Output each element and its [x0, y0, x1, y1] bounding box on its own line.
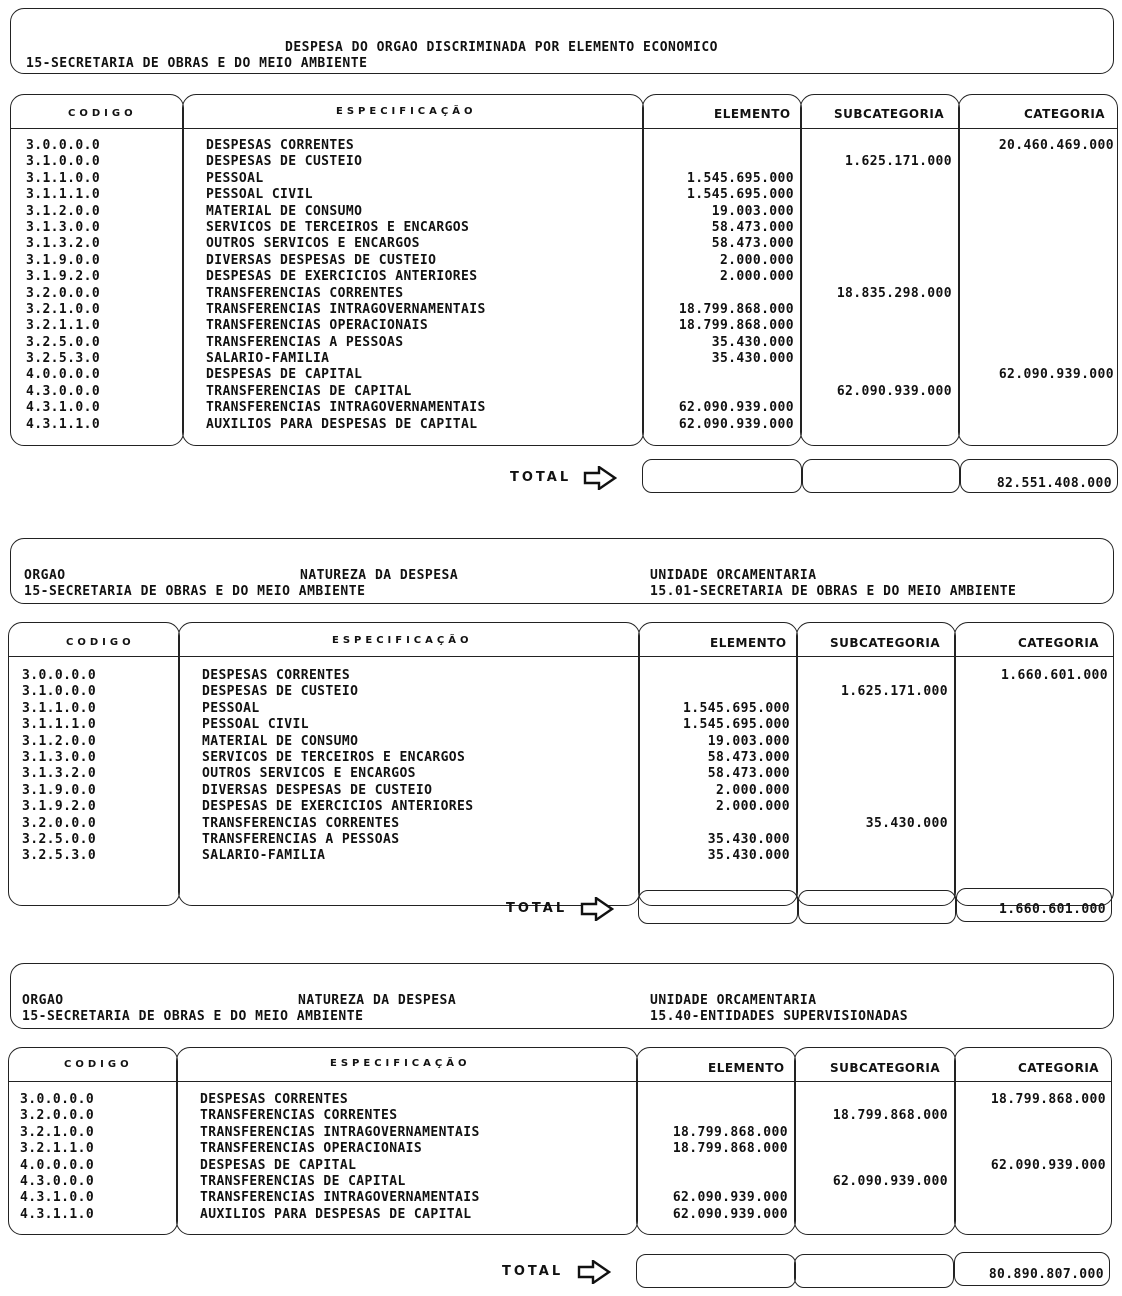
categoria-list: [958, 668, 1108, 865]
categoria-list: [962, 138, 1114, 433]
row-subcategoria-cell: [800, 750, 948, 766]
header-divider: [9, 1081, 1111, 1082]
total-elemento-box: [638, 890, 798, 924]
row-elemento-cell: 58.473.000: [707, 749, 790, 765]
row-categoria-cell: [962, 220, 1114, 236]
row-elemento-cell: 1.545.695.000: [687, 187, 794, 203]
row-code-cell: 4.3.0.0.0: [26, 383, 101, 399]
col-header-especificacao: ESPECIFICAÇÃO: [330, 1058, 471, 1069]
col-header-codigo: CODIGO: [68, 108, 137, 119]
section-unidade-15-01: [0, 530, 1122, 950]
row-code-cell: 3.0.0.0.0: [22, 668, 97, 683]
row-categoria-cell: 62.090.939.000: [990, 1157, 1106, 1173]
row-elemento-cell: 35.430.000: [711, 334, 794, 350]
row-categoria-cell: [962, 187, 1114, 203]
row-code-cell: 4.3.1.0.0: [20, 1190, 95, 1206]
row-subcategoria-cell: [798, 1092, 948, 1108]
row-categoria-cell: [958, 848, 1108, 864]
row-elemento-cell: [646, 154, 794, 170]
row-categoria-cell: [958, 816, 1108, 832]
row-elemento-cell: [646, 367, 794, 383]
total-subcategoria-box: [794, 1254, 954, 1288]
row-categoria-cell: [962, 204, 1114, 220]
unidade-value: 15.01-SECRETARIA DE OBRAS E DO MEIO AMBIENTE: [650, 584, 1017, 599]
row-elemento-cell: [646, 286, 794, 302]
row-elemento-cell: 18.799.868.000: [672, 1124, 788, 1140]
row-desc-cell: TRANSFERENCIAS INTRAGOVERNAMENTAIS: [200, 1190, 480, 1206]
row-code-cell: 3.1.9.2.0: [22, 799, 97, 815]
row-desc-cell: SALARIO-FAMILIA: [202, 848, 326, 864]
orgao-name: 15-SECRETARIA DE OBRAS E DO MEIO AMBIENTE: [26, 56, 368, 71]
row-subcategoria-cell: [804, 236, 952, 252]
row-subcategoria-cell: [804, 335, 952, 351]
row-desc-cell: DESPESAS DE EXERCICIOS ANTERIORES: [202, 799, 474, 815]
row-elemento-cell: [640, 1158, 788, 1174]
orgao-label: ORGAO: [22, 993, 64, 1008]
row-categoria-cell: [962, 154, 1114, 170]
row-elemento-cell: 19.003.000: [707, 733, 790, 749]
natureza-label: NATUREZA DA DESPESA: [298, 993, 457, 1008]
row-desc-cell: DESPESAS CORRENTES: [200, 1092, 349, 1107]
row-desc-cell: SERVICOS DE TERCEIROS E ENCARGOS: [202, 749, 466, 765]
row-elemento-cell: 58.473.000: [711, 236, 794, 252]
header-divider: [11, 128, 1117, 129]
row-code-cell: 3.2.1.1.0: [26, 318, 101, 334]
arrow-right-icon: [583, 466, 617, 490]
row-code-cell: 3.1.9.2.0: [26, 269, 101, 285]
row-desc-cell: TRANSFERENCIAS INTRAGOVERNAMENTAIS: [206, 400, 486, 416]
row-elemento-cell: 2.000.000: [715, 799, 790, 815]
row-code-cell: 3.0.0.0.0: [20, 1092, 95, 1107]
row-subcategoria-cell: [800, 734, 948, 750]
row-subcategoria-cell: 1.625.171.000: [841, 684, 948, 700]
row-code-cell: 3.0.0.0.0: [26, 138, 101, 153]
row-desc-cell: DESPESAS DE CUSTEIO: [202, 684, 359, 700]
row-desc-cell: TRANSFERENCIAS OPERACIONAIS: [206, 318, 429, 334]
row-code-cell: 3.1.2.0.0: [22, 733, 97, 749]
row-categoria-cell: [962, 171, 1114, 187]
row-subcategoria-cell: [804, 351, 952, 367]
codigo-list: [20, 1092, 170, 1223]
row-code-cell: 3.1.0.0.0: [22, 684, 97, 700]
row-desc-cell: SALARIO-FAMILIA: [206, 351, 330, 367]
arrow-right-icon: [577, 1260, 611, 1284]
row-subcategoria-cell: [804, 318, 952, 334]
total-elemento-box: [636, 1254, 796, 1288]
row-code-cell: 3.2.5.3.0: [22, 848, 97, 864]
row-subcategoria-cell: 18.799.868.000: [832, 1108, 948, 1124]
row-subcategoria-cell: [804, 138, 952, 154]
row-subcategoria-cell: [798, 1190, 948, 1206]
orgao-value: 15-SECRETARIA DE OBRAS E DO MEIO AMBIENTE: [22, 1009, 364, 1024]
row-desc-cell: OUTROS SERVICOS E ENCARGOS: [202, 766, 416, 782]
row-elemento-cell: [642, 684, 790, 700]
row-code-cell: 3.2.5.3.0: [26, 351, 101, 367]
row-categoria-cell: 20.460.469.000: [998, 138, 1114, 153]
row-desc-cell: MATERIAL DE CONSUMO: [202, 733, 359, 749]
row-code-cell: 4.3.0.0.0: [20, 1173, 95, 1189]
row-subcategoria-cell: [804, 269, 952, 285]
col-header-subcategoria: SUBCATEGORIA: [830, 636, 941, 650]
row-desc-cell: AUXILIOS PARA DESPESAS DE CAPITAL: [200, 1206, 472, 1222]
row-elemento-cell: [640, 1108, 788, 1124]
row-desc-cell: TRANSFERENCIAS CORRENTES: [200, 1108, 398, 1124]
total-subcategoria-box: [798, 890, 956, 924]
orgao-label: ORGAO: [24, 568, 66, 583]
row-categoria-cell: [962, 236, 1114, 252]
row-subcategoria-cell: [800, 701, 948, 717]
row-desc-cell: TRANSFERENCIAS CORRENTES: [206, 285, 404, 301]
row-categoria-cell: [962, 384, 1114, 400]
col-header-especificacao: ESPECIFICAÇÃO: [332, 635, 473, 646]
row-desc-cell: PESSOAL CIVIL: [206, 187, 313, 203]
row-desc-cell: DESPESAS DE EXERCICIOS ANTERIORES: [206, 269, 478, 285]
row-desc-cell: DESPESAS CORRENTES: [202, 668, 351, 683]
row-subcategoria-cell: [798, 1125, 948, 1141]
row-subcategoria-cell: [804, 367, 952, 383]
row-categoria-cell: [958, 734, 1108, 750]
row-categoria-cell: [958, 1141, 1106, 1157]
row-categoria-cell: [958, 766, 1108, 782]
row-categoria-cell: 18.799.868.000: [990, 1092, 1106, 1107]
report-title: DESPESA DO ORGAO DISCRIMINADA POR ELEMENTO ECONOMICO: [285, 40, 718, 55]
total-subcategoria-box: [802, 459, 960, 493]
row-subcategoria-cell: [804, 253, 952, 269]
row-desc-cell: TRANSFERENCIAS DE CAPITAL: [206, 383, 412, 399]
row-code-cell: 3.1.3.0.0: [22, 749, 97, 765]
elemento-list: [646, 138, 794, 433]
row-elemento-cell: [646, 384, 794, 400]
row-categoria-cell: [958, 1207, 1106, 1223]
row-code-cell: 4.3.1.1.0: [26, 416, 101, 432]
total-elemento-box: [642, 459, 802, 493]
row-categoria-cell: [958, 1108, 1106, 1124]
row-subcategoria-cell: [804, 187, 952, 203]
row-elemento-cell: 62.090.939.000: [678, 400, 794, 416]
row-elemento-cell: 18.799.868.000: [678, 318, 794, 334]
row-desc-cell: TRANSFERENCIAS INTRAGOVERNAMENTAIS: [206, 301, 486, 317]
row-subcategoria-cell: 1.625.171.000: [845, 154, 952, 170]
row-elemento-cell: 58.473.000: [707, 766, 790, 782]
col-header-elemento: ELEMENTO: [708, 1061, 785, 1075]
row-elemento-cell: 62.090.939.000: [672, 1206, 788, 1222]
row-categoria-cell: [958, 832, 1108, 848]
row-code-cell: 4.0.0.0.0: [20, 1157, 95, 1173]
row-categoria-cell: [962, 302, 1114, 318]
row-categoria-cell: [958, 701, 1108, 717]
row-desc-cell: TRANSFERENCIAS INTRAGOVERNAMENTAIS: [200, 1124, 480, 1140]
row-code-cell: 3.2.0.0.0: [26, 285, 101, 301]
orgao-value: 15-SECRETARIA DE OBRAS E DO MEIO AMBIENTE: [24, 584, 366, 599]
row-categoria-cell: [958, 799, 1108, 815]
row-code-cell: 3.1.9.0.0: [22, 782, 97, 798]
col-header-elemento: ELEMENTO: [714, 107, 791, 121]
row-subcategoria-cell: [804, 220, 952, 236]
row-categoria-cell: [958, 1190, 1106, 1206]
row-elemento-cell: 19.003.000: [711, 203, 794, 219]
row-code-cell: 3.1.0.0.0: [26, 154, 101, 170]
row-categoria-cell: [958, 783, 1108, 799]
row-categoria-cell: [958, 1125, 1106, 1141]
row-elemento-cell: 35.430.000: [711, 351, 794, 367]
row-desc-cell: DIVERSAS DESPESAS DE CUSTEIO: [202, 782, 433, 798]
row-desc-cell: DESPESAS DE CAPITAL: [200, 1157, 357, 1173]
row-code-cell: 3.2.1.0.0: [20, 1124, 95, 1140]
row-desc-cell: PESSOAL CIVIL: [202, 717, 309, 733]
row-desc-cell: PESSOAL: [202, 700, 260, 716]
row-elemento-cell: 35.430.000: [707, 848, 790, 864]
col-header-codigo: CODIGO: [66, 637, 135, 648]
col-header-categoria: CATEGORIA: [1024, 107, 1106, 121]
row-desc-cell: DESPESAS CORRENTES: [206, 138, 355, 153]
codigo-list: [26, 138, 176, 433]
row-code-cell: 4.0.0.0.0: [26, 367, 101, 383]
row-elemento-cell: 2.000.000: [719, 252, 794, 268]
row-desc-cell: DESPESAS DE CAPITAL: [206, 367, 363, 383]
row-elemento-cell: 1.545.695.000: [683, 700, 790, 716]
total-label: TOTAL: [506, 901, 568, 916]
row-elemento-cell: [642, 668, 790, 684]
row-categoria-cell: [958, 684, 1108, 700]
row-subcategoria-cell: [800, 783, 948, 799]
row-desc-cell: SERVICOS DE TERCEIROS E ENCARGOS: [206, 219, 470, 235]
row-categoria-cell: [958, 750, 1108, 766]
row-code-cell: 3.2.0.0.0: [20, 1108, 95, 1124]
row-code-cell: 3.1.3.0.0: [26, 219, 101, 235]
section-orgao-summary: [0, 0, 1122, 491]
row-subcategoria-cell: [798, 1158, 948, 1174]
row-desc-cell: TRANSFERENCIAS CORRENTES: [202, 815, 400, 831]
row-categoria-cell: 62.090.939.000: [998, 367, 1114, 383]
row-subcategoria-cell: [800, 799, 948, 815]
row-elemento-cell: 2.000.000: [715, 782, 790, 798]
categoria-list: [958, 1092, 1106, 1223]
total-value: 82.551.408.000: [996, 476, 1112, 491]
row-elemento-cell: 35.430.000: [707, 831, 790, 847]
unidade-label: UNIDADE ORCAMENTARIA: [650, 993, 817, 1008]
row-categoria-cell: [962, 286, 1114, 302]
row-subcategoria-cell: [804, 400, 952, 416]
row-subcategoria-cell: 35.430.000: [865, 815, 948, 831]
subcategoria-list: [804, 138, 952, 433]
row-code-cell: 3.2.1.1.0: [20, 1141, 95, 1157]
row-desc-cell: DIVERSAS DESPESAS DE CUSTEIO: [206, 252, 437, 268]
row-code-cell: 3.1.1.1.0: [26, 187, 101, 203]
arrow-right-icon: [580, 897, 614, 921]
subcategoria-list: [800, 668, 948, 865]
row-elemento-cell: [640, 1092, 788, 1108]
row-code-cell: 3.1.1.0.0: [26, 170, 101, 186]
col-header-subcategoria: SUBCATEGORIA: [830, 1061, 941, 1075]
header-divider: [9, 656, 1113, 657]
row-code-cell: 3.2.1.0.0: [26, 301, 101, 317]
elemento-list: [642, 668, 790, 865]
row-code-cell: 4.3.1.1.0: [20, 1206, 95, 1222]
row-code-cell: 3.1.9.0.0: [26, 252, 101, 268]
row-subcategoria-cell: [800, 848, 948, 864]
subcategoria-list: [798, 1092, 948, 1223]
row-elemento-cell: 1.545.695.000: [687, 170, 794, 186]
especificacao-list: [200, 1092, 630, 1223]
row-subcategoria-cell: [804, 302, 952, 318]
row-code-cell: 4.3.1.0.0: [26, 400, 101, 416]
col-header-categoria: CATEGORIA: [1018, 1061, 1100, 1075]
unidade-label: UNIDADE ORCAMENTARIA: [650, 568, 817, 583]
total-value: 80.890.807.000: [988, 1267, 1104, 1282]
row-desc-cell: DESPESAS DE CUSTEIO: [206, 154, 363, 170]
row-subcategoria-cell: [800, 717, 948, 733]
col-header-subcategoria: SUBCATEGORIA: [834, 107, 945, 121]
section-unidade-15-40: [0, 955, 1122, 1296]
row-desc-cell: TRANSFERENCIAS A PESSOAS: [202, 831, 400, 847]
row-code-cell: 3.1.1.0.0: [22, 700, 97, 716]
total-label: TOTAL: [510, 470, 572, 485]
especificacao-list: [206, 138, 636, 433]
especificacao-list: [202, 668, 632, 865]
row-subcategoria-cell: 18.835.298.000: [836, 285, 952, 301]
row-elemento-cell: 58.473.000: [711, 219, 794, 235]
row-categoria-cell: [958, 1174, 1106, 1190]
col-header-elemento: ELEMENTO: [710, 636, 787, 650]
row-elemento-cell: 18.799.868.000: [672, 1141, 788, 1157]
row-subcategoria-cell: [804, 171, 952, 187]
col-header-codigo: CODIGO: [64, 1059, 133, 1070]
row-desc-cell: TRANSFERENCIAS DE CAPITAL: [200, 1173, 406, 1189]
row-categoria-cell: [962, 335, 1114, 351]
row-subcategoria-cell: [800, 668, 948, 684]
row-elemento-cell: 62.090.939.000: [672, 1190, 788, 1206]
row-subcategoria-cell: [798, 1207, 948, 1223]
row-subcategoria-cell: [800, 766, 948, 782]
natureza-label: NATUREZA DA DESPESA: [300, 568, 459, 583]
row-desc-cell: TRANSFERENCIAS OPERACIONAIS: [200, 1141, 423, 1157]
row-desc-cell: OUTROS SERVICOS E ENCARGOS: [206, 236, 420, 252]
total-value: 1.660.601.000: [999, 902, 1106, 917]
row-desc-cell: PESSOAL: [206, 170, 264, 186]
row-code-cell: 3.2.5.0.0: [26, 334, 101, 350]
row-categoria-cell: [958, 717, 1108, 733]
row-code-cell: 3.1.2.0.0: [26, 203, 101, 219]
elemento-list: [640, 1092, 788, 1223]
row-elemento-cell: 2.000.000: [719, 269, 794, 285]
row-code-cell: 3.2.5.0.0: [22, 831, 97, 847]
row-desc-cell: MATERIAL DE CONSUMO: [206, 203, 363, 219]
row-categoria-cell: [962, 351, 1114, 367]
row-categoria-cell: [962, 253, 1114, 269]
row-code-cell: 3.1.3.2.0: [22, 766, 97, 782]
codigo-list: [22, 668, 172, 865]
row-elemento-cell: [646, 138, 794, 154]
row-categoria-cell: [962, 417, 1114, 433]
row-subcategoria-cell: [800, 832, 948, 848]
row-code-cell: 3.2.0.0.0: [22, 815, 97, 831]
col-header-especificacao: ESPECIFICAÇÃO: [336, 106, 477, 117]
row-elemento-cell: 18.799.868.000: [678, 301, 794, 317]
row-subcategoria-cell: [804, 204, 952, 220]
col-header-categoria: CATEGORIA: [1018, 636, 1100, 650]
row-desc-cell: TRANSFERENCIAS A PESSOAS: [206, 334, 404, 350]
unidade-value: 15.40-ENTIDADES SUPERVISIONADAS: [650, 1009, 909, 1024]
row-categoria-cell: [962, 400, 1114, 416]
row-elemento-cell: 1.545.695.000: [683, 717, 790, 733]
row-desc-cell: AUXILIOS PARA DESPESAS DE CAPITAL: [206, 416, 478, 432]
row-categoria-cell: 1.660.601.000: [1001, 668, 1108, 683]
row-elemento-cell: [642, 816, 790, 832]
row-code-cell: 3.1.3.2.0: [26, 236, 101, 252]
row-categoria-cell: [962, 269, 1114, 285]
row-elemento-cell: [640, 1174, 788, 1190]
row-subcategoria-cell: 62.090.939.000: [832, 1173, 948, 1189]
total-label: TOTAL: [502, 1264, 564, 1279]
row-categoria-cell: [962, 318, 1114, 334]
row-subcategoria-cell: [798, 1141, 948, 1157]
row-subcategoria-cell: [804, 417, 952, 433]
row-subcategoria-cell: 62.090.939.000: [836, 383, 952, 399]
row-code-cell: 3.1.1.1.0: [22, 717, 97, 733]
row-elemento-cell: 62.090.939.000: [678, 416, 794, 432]
